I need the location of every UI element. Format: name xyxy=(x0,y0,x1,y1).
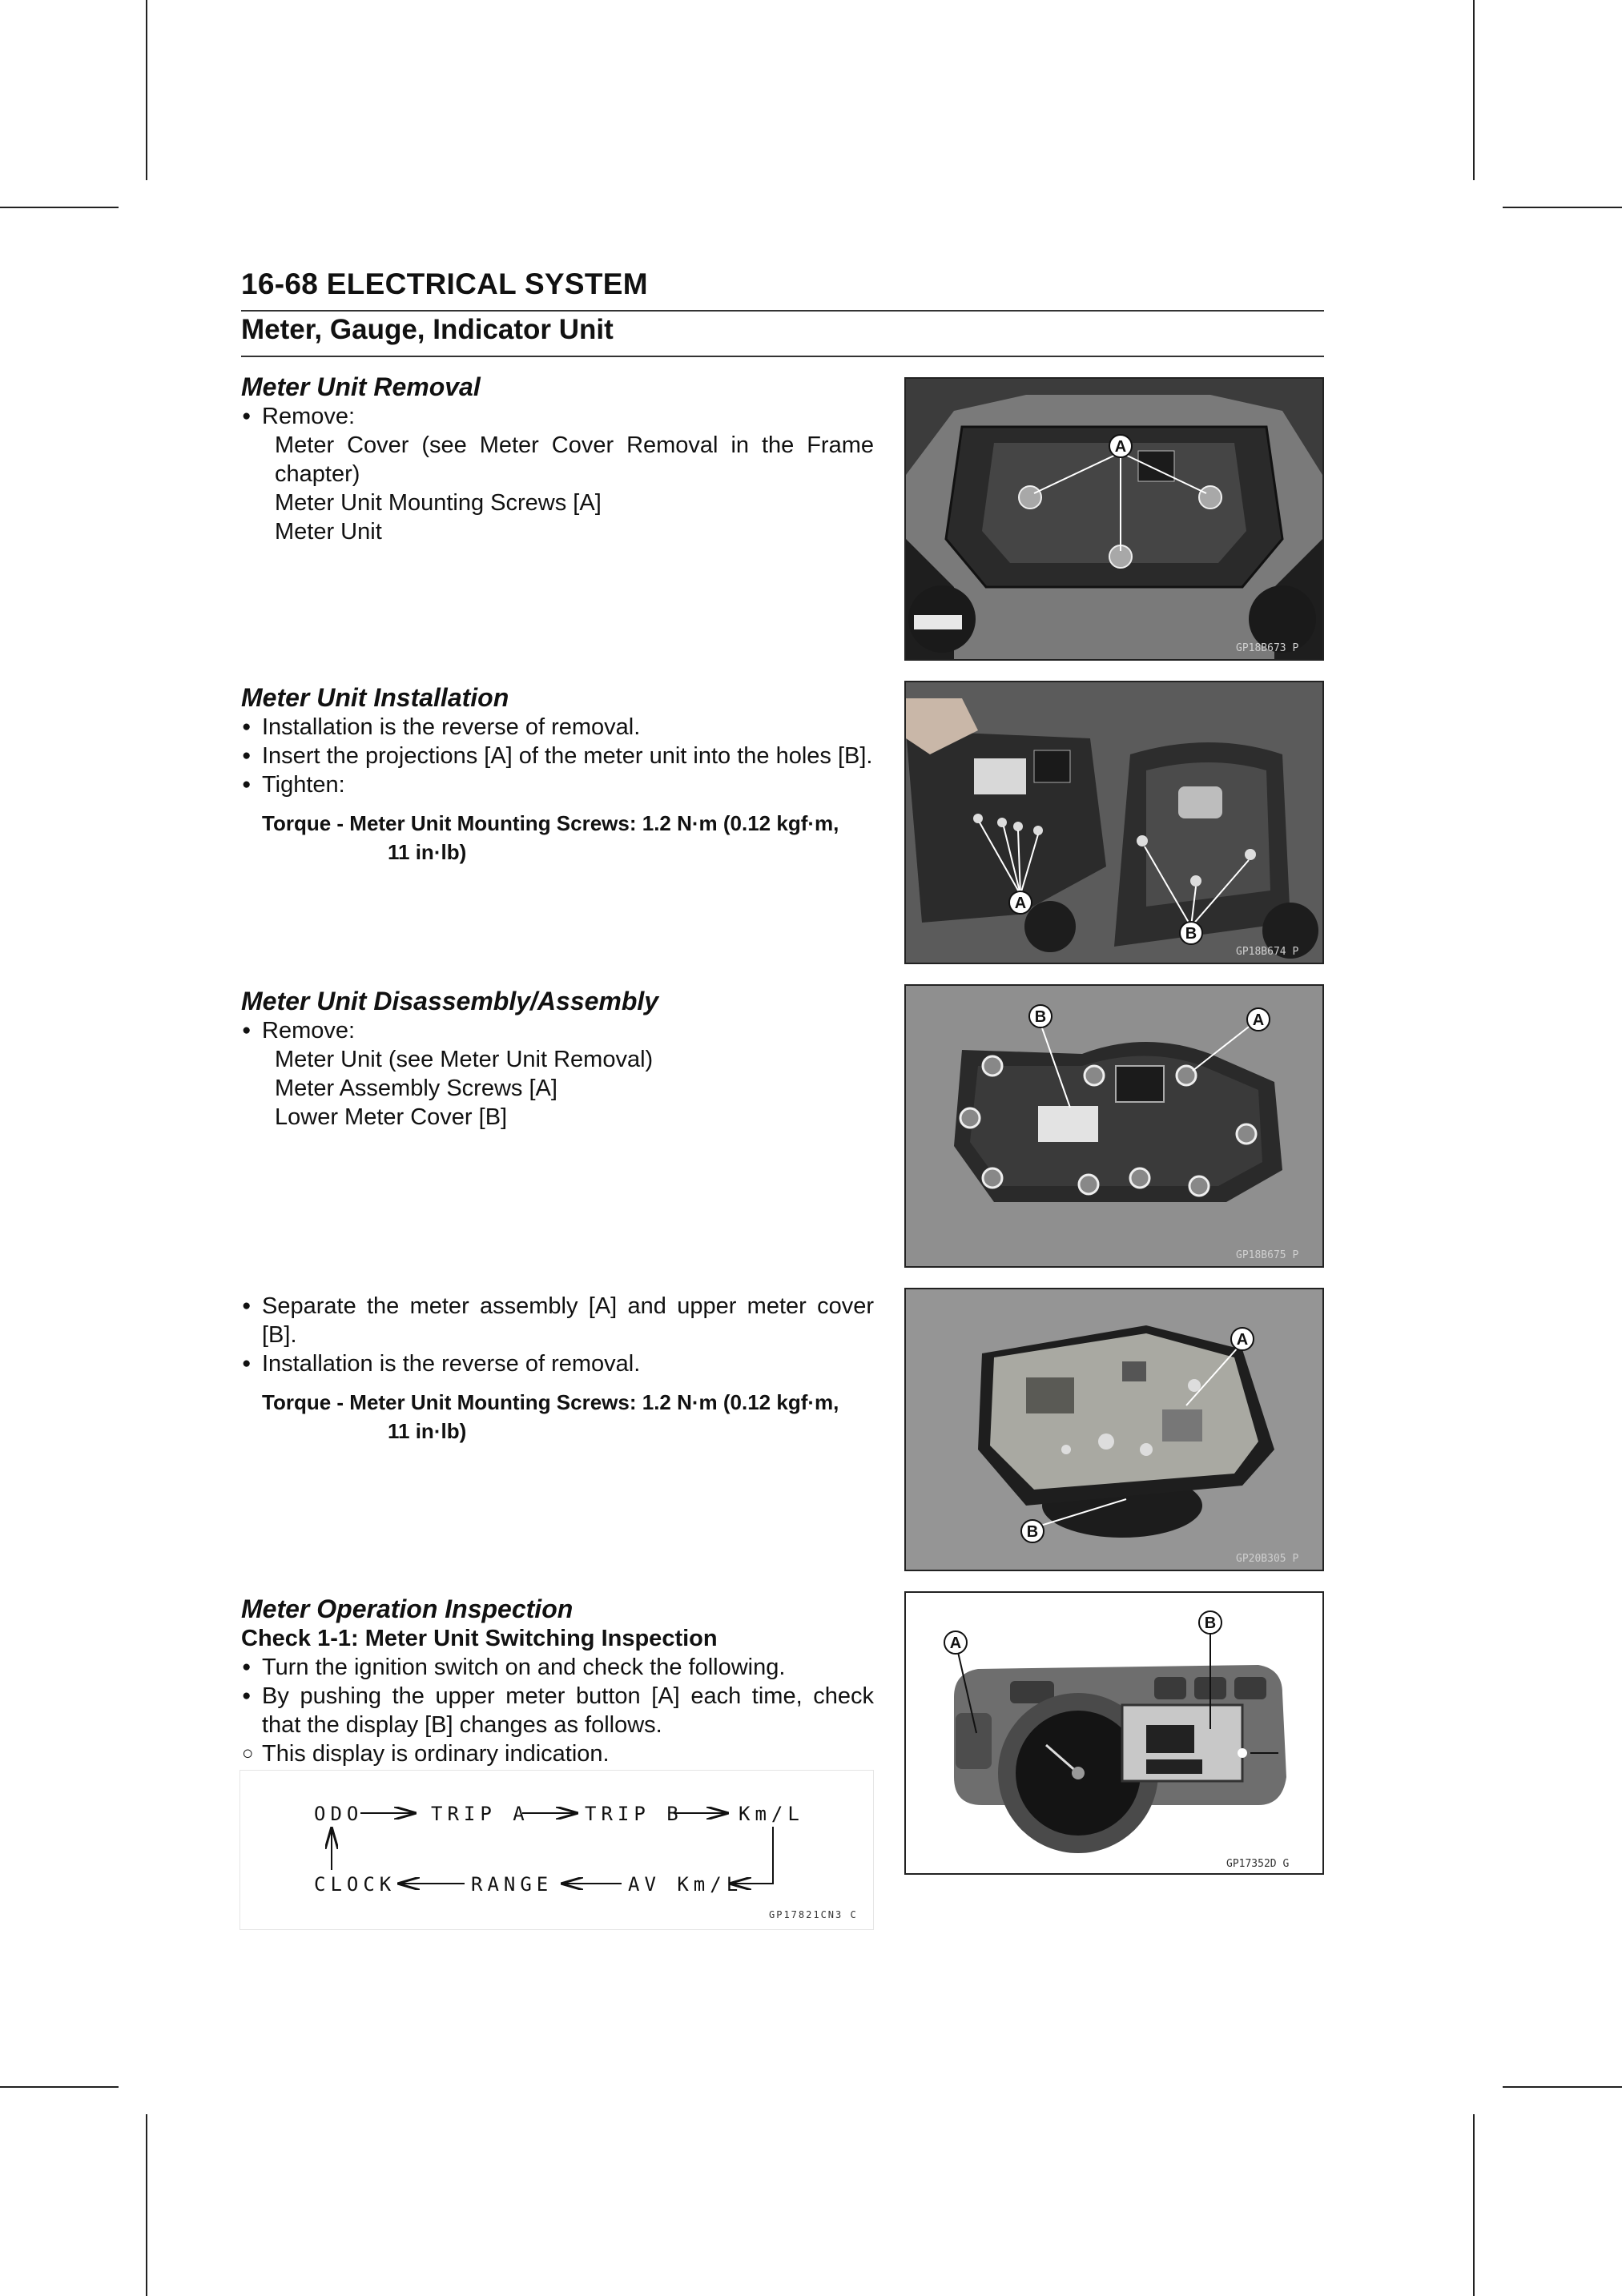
meter-disassembly-photo xyxy=(904,984,1324,1268)
removal-section xyxy=(241,372,874,546)
torque-spec xyxy=(241,1388,874,1446)
check-title: Check 1-1: Meter Unit Switching Inspection xyxy=(241,1626,718,1651)
torque-line: Torque - Meter Unit Mounting Screws: 1.2 N·m (0.12 kgf·m, xyxy=(262,1390,839,1414)
crop-mark xyxy=(1473,2114,1475,2296)
disassembly-section xyxy=(241,986,874,1132)
disassembly-item: Meter Assembly Screws [A] xyxy=(275,1076,557,1101)
flow-range: RANGE xyxy=(471,1873,553,1896)
installation-bullet: ● Insert the projections [A] of the meter unit into the holes [B]. xyxy=(241,742,874,770)
torque-line: 11 in·lb) xyxy=(388,840,467,864)
disassembly-heading: Meter Unit Disassembly/Assembly xyxy=(241,987,659,1015)
crop-mark xyxy=(1503,207,1622,208)
removal-heading: Meter Unit Removal xyxy=(241,372,481,401)
flow-av-km-l: AV Km/L xyxy=(628,1873,743,1896)
separate-bullet: ● Separate the meter assembly [A] and upper meter cover [B]. xyxy=(241,1292,874,1349)
inspection-bullet: ● Turn the ignition switch on and check the following. xyxy=(241,1653,874,1682)
torque-line: 11 in·lb) xyxy=(388,1419,467,1443)
installation-bullet: ● Tighten: xyxy=(241,770,874,799)
figure-code: GP18B673 P xyxy=(1236,642,1299,654)
crop-mark xyxy=(0,207,119,208)
disassembly-item: Lower Meter Cover [B] xyxy=(275,1104,508,1130)
callout-b: B xyxy=(1185,925,1197,943)
flow-code: GP17821CN3 C xyxy=(769,1909,858,1920)
callout-b: B xyxy=(1034,1008,1047,1026)
removal-bullet: ● Remove: xyxy=(241,402,874,431)
callout-a: A xyxy=(1014,895,1027,912)
separate-section xyxy=(241,1292,874,1446)
callout-a: A xyxy=(1114,438,1127,456)
meter-cover-photo xyxy=(904,377,1324,661)
figure-code: GP18B674 P xyxy=(1236,946,1299,958)
meter-assembly-photo xyxy=(904,1288,1324,1571)
callout-b: B xyxy=(1026,1523,1039,1541)
removal-item: Meter Cover (see Meter Cover Removal in the Frame chapter) xyxy=(275,432,874,487)
callout-b: B xyxy=(1204,1614,1217,1632)
installation-section xyxy=(241,682,874,867)
inspection-note: ○ This display is ordinary indication. xyxy=(241,1739,874,1768)
flow-km-l: Km/L xyxy=(739,1803,804,1825)
page-header: 16-68 ELECTRICAL SYSTEM xyxy=(241,267,648,300)
figure-code: GP17352D G xyxy=(1226,1858,1290,1870)
crop-mark xyxy=(146,2114,147,2296)
disassembly-bullet: ● Remove: xyxy=(241,1016,874,1045)
flow-odo: ODO xyxy=(314,1803,364,1825)
inspection-heading: Meter Operation Inspection xyxy=(241,1594,574,1623)
meter-display-photo xyxy=(904,1591,1324,1875)
flow-trip-b: TRIP B xyxy=(585,1803,683,1825)
installation-heading: Meter Unit Installation xyxy=(241,683,509,712)
meter-installation-photo xyxy=(904,681,1324,964)
figure-code: GP18B675 P xyxy=(1236,1249,1299,1261)
display-flow-diagram xyxy=(239,1770,874,1930)
removal-item: Meter Unit Mounting Screws [A] xyxy=(275,490,602,516)
crop-mark xyxy=(1473,0,1475,180)
figure-code: GP20B305 P xyxy=(1236,1553,1299,1565)
crop-mark xyxy=(1503,2086,1622,2088)
callout-a: A xyxy=(1252,1011,1265,1029)
callout-a: A xyxy=(1236,1331,1249,1349)
removal-item: Meter Unit xyxy=(275,519,382,545)
inspection-section xyxy=(241,1594,874,1768)
section-title: Meter, Gauge, Indicator Unit xyxy=(241,314,614,345)
inspection-bullet: ● By pushing the upper meter button [A] each time, check that the display [B] changes as follows. xyxy=(241,1682,874,1739)
disassembly-item: Meter Unit (see Meter Unit Removal) xyxy=(275,1047,654,1072)
crop-mark xyxy=(0,2086,119,2088)
installation-bullet: ● Installation is the reverse of removal. xyxy=(241,713,874,742)
torque-line: Torque - Meter Unit Mounting Screws: 1.2 N·m (0.12 kgf·m, xyxy=(262,811,839,835)
separate-bullet: ● Installation is the reverse of removal. xyxy=(241,1349,874,1378)
flow-trip-a: TRIP A xyxy=(431,1803,529,1825)
header-rule xyxy=(241,310,1324,312)
callout-a: A xyxy=(949,1635,962,1652)
crop-mark xyxy=(146,0,147,180)
flow-clock: CLOCK xyxy=(314,1873,396,1896)
torque-spec xyxy=(241,809,874,867)
section-rule xyxy=(241,356,1324,357)
